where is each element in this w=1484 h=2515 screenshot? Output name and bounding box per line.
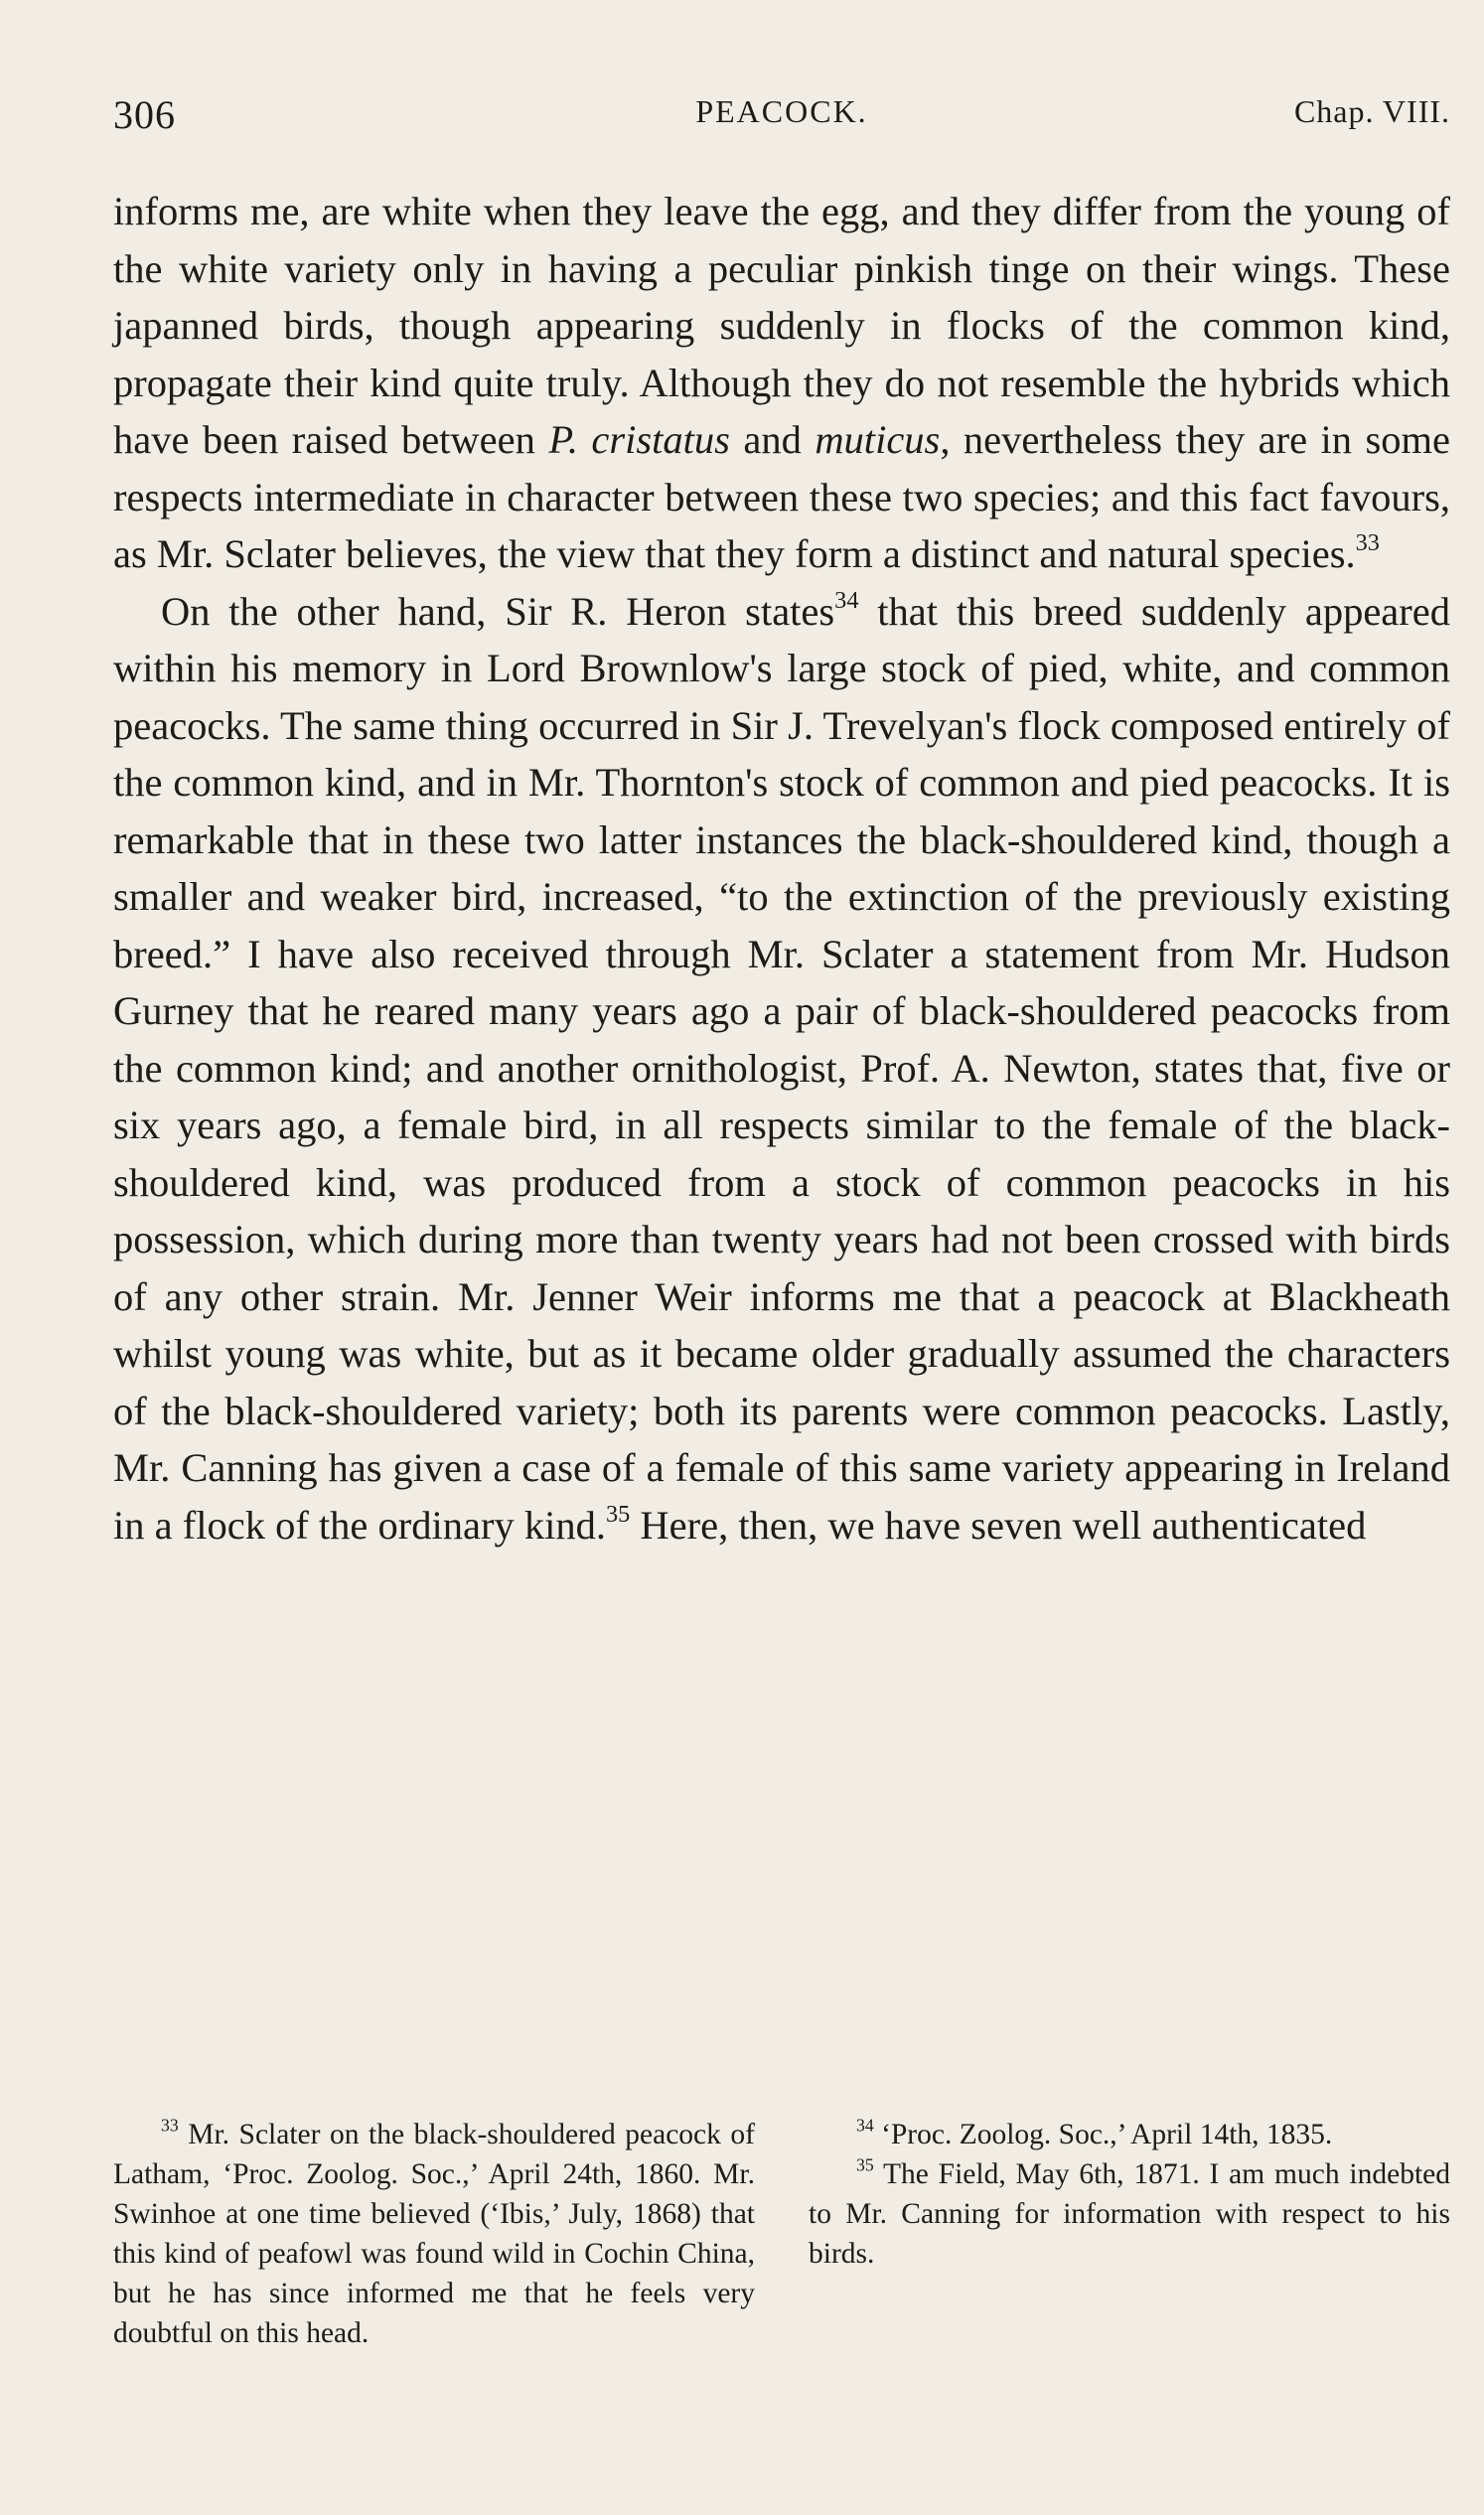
chapter-label: Chap. VIII. [1293, 93, 1450, 129]
paragraph-text: Here, then, we have seven well authenticated [630, 1502, 1367, 1548]
paragraph-2 [113, 583, 1450, 1554]
footnote-column-left [113, 2115, 755, 2353]
footnote-text: ‘Proc. Zoolog. Soc.,’ April 14th, 1835. [873, 2119, 1333, 2150]
species-name: muticus [815, 417, 941, 462]
footnote-text: Mr. Sclater on the black-shouldered peacock of Latham, ‘Proc. Zoolog. Soc.,’ April 24th, 1860. Mr. Swinhoe at one time believed (‘Ibis,’ July, 1868) that this kind of peafowl was found wild in Cochin China, but he has since informed me that he feels very doubtful on this head. [113, 2119, 755, 2349]
species-name: P. cristatus [548, 417, 730, 462]
footnote-34 [809, 2115, 1450, 2154]
footnote-column-right [809, 2115, 1450, 2353]
footnote-number: 34 [856, 2115, 874, 2136]
paragraph-text: , nevertheless they are in some respects intermediate in character between these two species; and this fact favours, as Mr. Sclater believes, the view that they form a distinct and natural species. [113, 417, 1450, 576]
main-text [113, 183, 1450, 1553]
page-number: 306 [113, 92, 176, 137]
footnote-ref-33: 33 [1355, 529, 1380, 556]
footnote-text: The Field, May 6th, 1871. I am much indebted to Mr. Canning for information with respect to his birds. [809, 2158, 1450, 2270]
paragraph-1 [113, 183, 1450, 583]
running-title: PEACOCK. [695, 93, 868, 129]
paragraph-text: that this breed suddenly appeared within his memory in Lord Brownlow's large stock of pied, white, and common peacocks. The same thing occurred in Sir J. Trevelyan's flock composed entirely of the common kind, and in Mr. Thornton's stock of common and pied peacocks. It is remarkable that in these two latter instances the black-shouldered kind, though a smaller and weaker bird, increased, “to the extinction of the previously existing breed.” I have also received through Mr. Sclater a statement from Mr. Hudson Gurney that he reared many years ago a pair of black-shouldered peacocks from the common kind; and another ornithologist, Prof. A. Newton, states that, five or six years ago, a female bird, in all respects similar to the female of the black-shouldered kind, was produced from a stock of common peacocks in his possession, which during more than twenty years had not been crossed with birds of any other strain. Mr. Jenner Weir informs me that a peacock at Blackheath whilst young was white, but as it became older gradually assumed the characters of the black-shouldered variety; both its parents were common peacocks. Lastly, Mr. Canning has given a case of a female of this same variety appearing in Ireland in a flock of the ordinary kind. [113, 588, 1450, 1548]
footnote-ref-34: 34 [834, 586, 859, 614]
footnote-35 [809, 2154, 1450, 2274]
footnote-number: 33 [161, 2115, 179, 2136]
footnotes [113, 2115, 1450, 2353]
footnote-ref-35: 35 [606, 1500, 631, 1528]
footnote-number: 35 [856, 2154, 874, 2175]
book-page [113, 91, 1450, 2349]
running-header [113, 91, 1450, 143]
footnote-33 [113, 2115, 755, 2353]
paragraph-text: informs me, are white when they leave the egg, and they differ from the young of the white variety only in having a peculiar pinkish tinge on their wings. These japanned birds, though appearing suddenly in flocks of the common kind, propagate their kind quite truly. Although they do not resemble the hybrids which have been raised between [113, 189, 1450, 462]
paragraph-text: On the other hand, Sir R. Heron states [161, 588, 835, 634]
paragraph-text: and [729, 417, 816, 462]
